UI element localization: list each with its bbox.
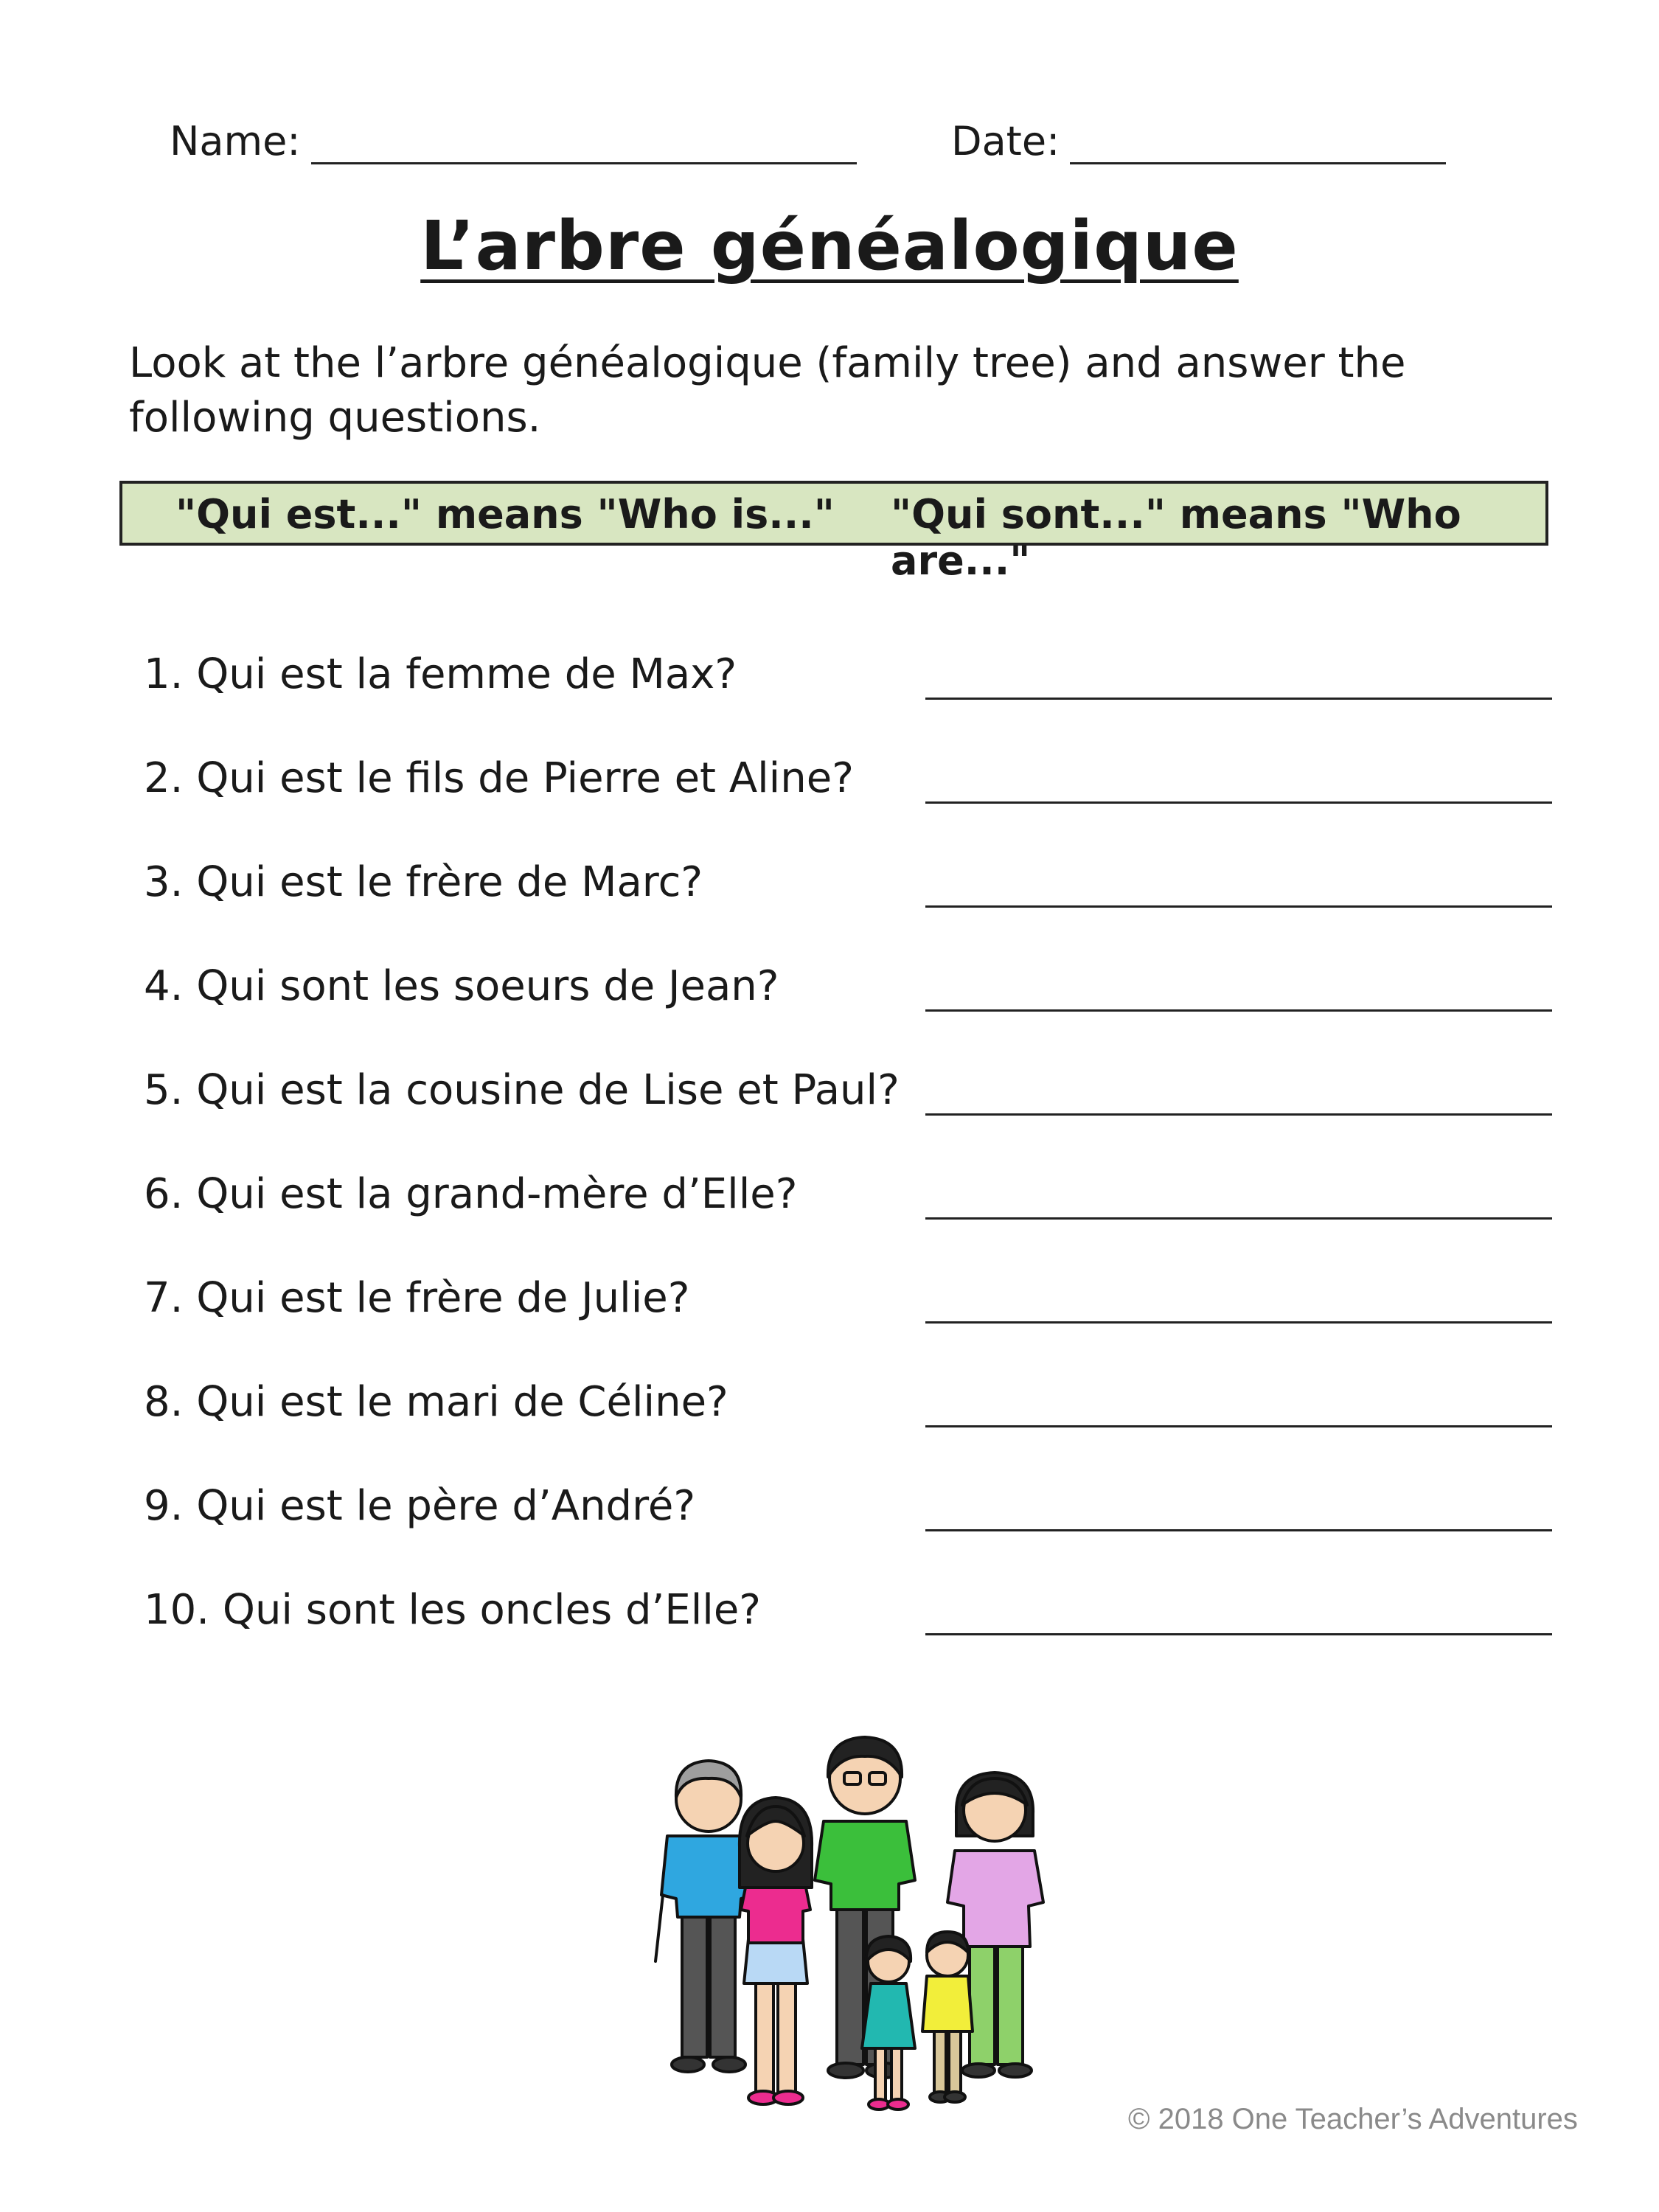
small-girl-figure [862, 1936, 915, 2110]
note-qui-est: "Qui est..." means "Who is..." [175, 491, 835, 538]
copyright-notice: © 2018 One Teacher’s Adventures [1128, 2103, 1578, 2135]
instructions-text: Look at the l’arbre généalogique (family tree) and answer the following questions. [129, 339, 1406, 442]
question-row [144, 1170, 1548, 1237]
note-qui-sont: "Qui sont..." means "Who are..." [891, 491, 1461, 584]
question-text: 3. Qui est le frère de Marc? [144, 858, 703, 906]
question-row [144, 1482, 1548, 1548]
question-row [144, 962, 1548, 1029]
question-row [144, 1066, 1548, 1133]
answer-line[interactable] [925, 698, 1552, 700]
date-blank-line[interactable] [1070, 118, 1446, 164]
name-field-row [170, 118, 857, 164]
date-label: Date: [951, 118, 1060, 164]
question-text: 10. Qui sont les oncles d’Elle? [144, 1586, 762, 1634]
question-text: 7. Qui est le frère de Julie? [144, 1274, 690, 1322]
question-text: 2. Qui est le fils de Pierre et Aline? [144, 754, 854, 802]
question-row [144, 1274, 1548, 1340]
question-row [144, 754, 1548, 821]
girl-pink-figure [740, 1798, 812, 2104]
vocabulary-note-box [119, 481, 1548, 584]
answer-line[interactable] [925, 1529, 1552, 1531]
small-boy-figure [922, 1932, 973, 2102]
question-text: 1. Qui est la femme de Max? [144, 650, 737, 698]
family-illustration [653, 1718, 1080, 2131]
worksheet-title: L’arbre généalogique [420, 206, 1239, 285]
question-text: 4. Qui sont les soeurs de Jean? [144, 962, 779, 1010]
answer-line[interactable] [925, 1113, 1552, 1116]
question-row [144, 858, 1548, 925]
answer-line[interactable] [925, 905, 1552, 908]
question-text: 9. Qui est le père d’André? [144, 1482, 696, 1530]
question-row [144, 1586, 1548, 1652]
answer-line[interactable] [925, 1321, 1552, 1324]
answer-line[interactable] [925, 1425, 1552, 1427]
answer-line[interactable] [925, 1217, 1552, 1220]
answer-line[interactable] [925, 1009, 1552, 1012]
question-row [144, 650, 1548, 717]
question-text: 8. Qui est le mari de Céline? [144, 1378, 728, 1426]
answer-line[interactable] [925, 1633, 1552, 1635]
name-blank-line[interactable] [311, 118, 857, 164]
grandpa-figure [655, 1761, 760, 2072]
question-row [144, 1378, 1548, 1444]
question-text: 6. Qui est la grand-mère d’Elle? [144, 1170, 798, 1218]
name-label: Name: [170, 118, 301, 164]
date-field-row [951, 118, 1446, 164]
question-text: 5. Qui est la cousine de Lise et Paul? [144, 1066, 900, 1114]
answer-line[interactable] [925, 801, 1552, 804]
